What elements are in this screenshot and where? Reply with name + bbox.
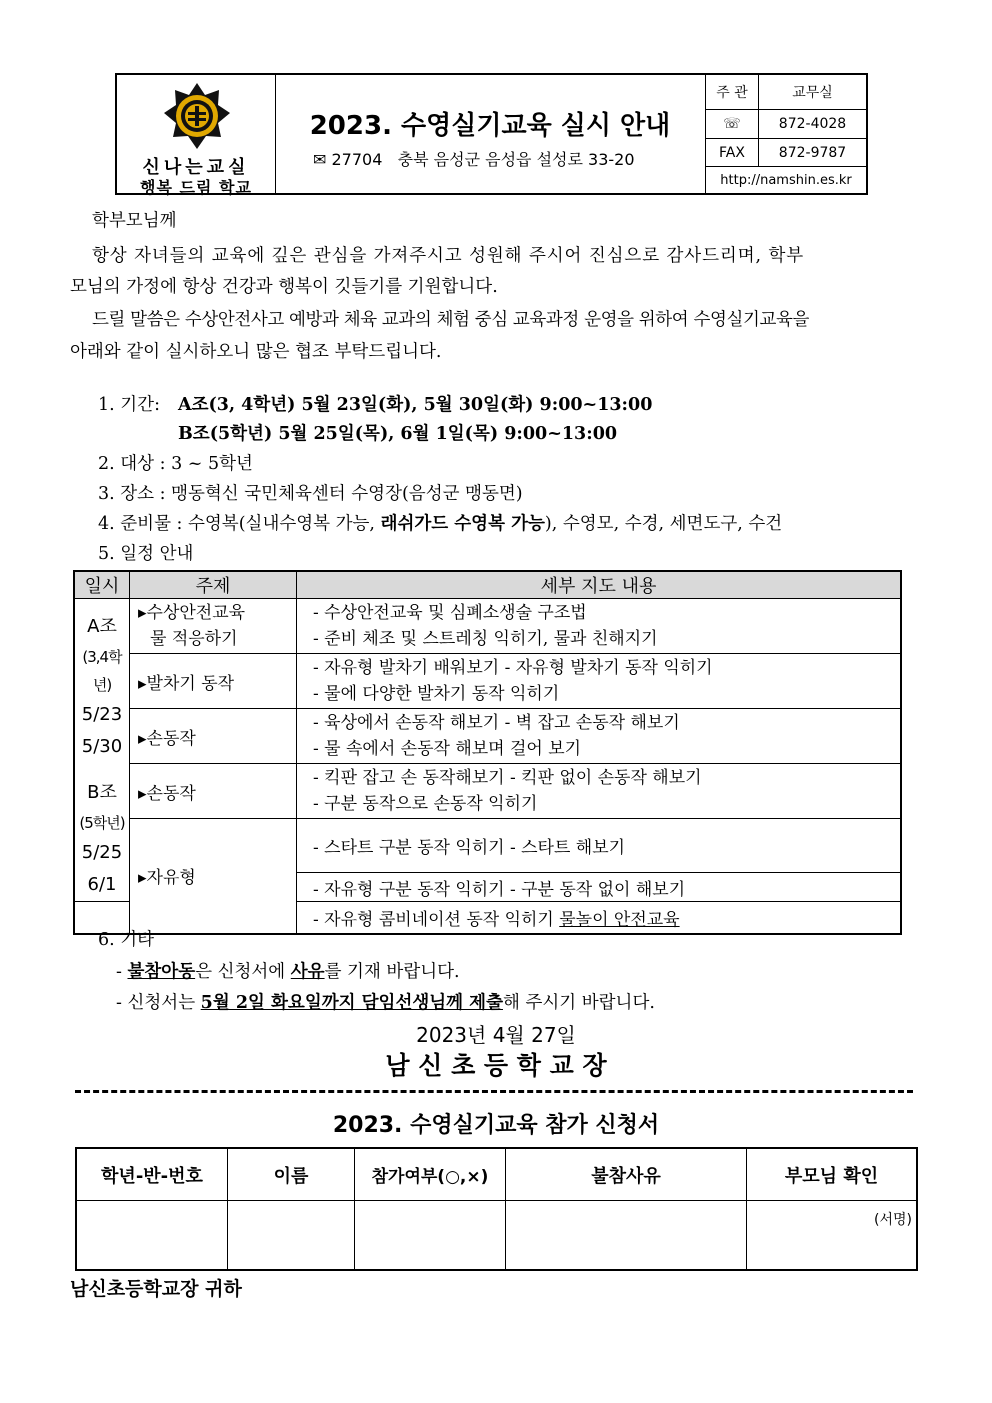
- form-header: 이름: [228, 1148, 355, 1201]
- detail-cell: - 육상에서 손동작 해보기 - 벽 잡고 손동작 해보기 - 물 속에서 손동작 해보며 걸어 보기: [297, 709, 902, 764]
- group-a-label: A조: [87, 616, 117, 637]
- postal-icon: ✉: [313, 150, 327, 169]
- paragraph-1-line-2: 모님의 가정에 항상 건강과 행복이 깃들기를 기원합니다.: [70, 277, 498, 297]
- detail-cell: - 자유형 구분 동작 익히기 - 구분 동작 없이 해보기: [297, 873, 902, 902]
- topic-cell: ▸자유형: [130, 819, 297, 934]
- place-line: 3. 장소 : 맹동혁신 국민체육센터 수영장(음성군 맹동면): [98, 484, 523, 504]
- form-header: 학년-반-번호: [76, 1148, 228, 1201]
- detail-cell: - 자유형 발차기 배워보기 - 자유형 발차기 동작 익히기 - 물에 다양한 발차기 동작 익히기: [297, 654, 902, 709]
- topic-cell: ▸수상안전교육 물 적응하기: [130, 599, 297, 654]
- addressee: 남신초등학교장 귀하: [70, 1278, 242, 1300]
- supplies-line: 4. 준비물 : 수영복(실내수영복 가능, 래쉬가드 수영복 가능), 수영모, 수경, 세면도구, 수건: [98, 514, 783, 534]
- issue-date: 2023년 4월 27일: [416, 1023, 576, 1047]
- application-form: [75, 1147, 918, 1271]
- info-value: 872-9787: [759, 138, 867, 167]
- school-motto: 신나는교실: [142, 157, 250, 178]
- sign-note: (서명): [874, 1212, 912, 1228]
- name-field[interactable]: [228, 1201, 355, 1271]
- etc-heading: 6. 기타: [98, 930, 155, 950]
- reason-term: 사유: [290, 962, 325, 982]
- form-title: 2023. 수영실기교육 참가 신청서: [332, 1113, 660, 1138]
- group-b-grades: (5학년): [79, 814, 125, 832]
- supplies-bold: 래쉬가드 수영복 가능: [380, 514, 545, 534]
- schedule-heading: 5. 일정 안내: [98, 544, 194, 564]
- group-a-grades: (3,4학년): [82, 648, 122, 694]
- topic-cell: ▸손동작: [130, 764, 297, 819]
- principal-name: 남 신 초 등 학 교 장: [385, 1051, 607, 1080]
- target-line: 2. 대상 : 3 ~ 5학년: [98, 454, 253, 474]
- info-value: 872-4028: [759, 110, 867, 139]
- group-a-date-1: 5/23: [81, 704, 123, 725]
- school-url[interactable]: http://namshin.es.kr: [706, 167, 867, 193]
- grade-class-number-field[interactable]: [76, 1201, 228, 1271]
- school-address: 충북 음성군 음성읍 설성로 33-20: [397, 150, 635, 169]
- parent-signature-field[interactable]: [747, 1201, 918, 1271]
- table-header: 일시: [74, 571, 130, 599]
- group-a-date-2: 5/30: [81, 736, 123, 757]
- date-column: [74, 599, 130, 902]
- topic-cell: ▸손동작: [130, 709, 297, 764]
- table-header: 세부 지도 내용: [297, 571, 902, 599]
- page-title: 2023. 수영실기교육 실시 안내: [309, 111, 671, 141]
- detail-cell: - 자유형 콤비네이션 동작 익히기 물놀이 안전교육: [297, 902, 902, 934]
- form-header: 참가여부(○,×): [355, 1148, 506, 1201]
- etc-line-2: - 신청서는 5월 2일 화요일까지 담임선생님께 제출해 주시기 바랍니다.: [116, 993, 655, 1013]
- absent-child-term: 불참아동: [127, 962, 196, 982]
- etc-line-1: - 불참아동은 신청서에 사유를 기재 바랍니다.: [116, 962, 460, 982]
- salutation: 학부모님께: [92, 211, 177, 231]
- form-header: 부모님 확인: [747, 1148, 918, 1201]
- school-logo-area: [117, 75, 276, 197]
- address-line: [313, 147, 693, 170]
- safety-note: 물놀이 안전교육: [559, 909, 680, 930]
- group-b-label: B조: [87, 782, 117, 803]
- absence-reason-field[interactable]: [506, 1201, 747, 1271]
- phone-icon: ☏: [706, 110, 759, 139]
- paragraph-2-line-2: 아래와 같이 실시하오니 많은 협조 부탁드립니다.: [70, 342, 442, 362]
- topic-cell: ▸발차기 동작: [130, 654, 297, 709]
- contact-info: [705, 75, 866, 193]
- form-header: 불참사유: [506, 1148, 747, 1201]
- schedule-table: [73, 570, 902, 935]
- paragraph-1-line-1: 항상 자녀들의 교육에 깊은 관심을 가져주시고 성원해 주시어 진심으로 감사드리며, 학부: [92, 246, 805, 266]
- deadline-text: 5월 2일 화요일까지 담임선생님께 제출: [200, 993, 503, 1013]
- letterhead: [115, 73, 868, 195]
- school-emblem-icon: [162, 81, 232, 151]
- period-label: 1. 기간:: [98, 395, 160, 415]
- school-slogan: 행복 드림 학교: [140, 178, 252, 197]
- participation-field[interactable]: [355, 1201, 506, 1271]
- info-label: 주 관: [706, 75, 759, 110]
- group-b-date-1: 5/25: [81, 842, 123, 863]
- info-label: FAX: [706, 138, 759, 167]
- detail-cell: - 스타트 구분 동작 익히기 - 스타트 해보기: [297, 819, 902, 873]
- detail-cell: - 수상안전교육 및 심폐소생술 구조법 - 준비 체조 및 스트레칭 익히기, 물과 친해지기: [297, 599, 902, 654]
- period-group-b: B조(5학년) 5월 25일(목), 6월 1일(목) 9:00~13:00: [178, 424, 618, 444]
- detail-cell: - 킥판 잡고 손 동작해보기 - 킥판 없이 손동작 해보기 - 구분 동작으로 손동작 익히기: [297, 764, 902, 819]
- info-value: 교무실: [759, 75, 867, 110]
- letterhead-title-area: [275, 75, 705, 193]
- period-group-a: A조(3, 4학년) 5월 23일(화), 5월 30일(화) 9:00~13:00: [178, 395, 653, 415]
- table-header: 주제: [130, 571, 297, 599]
- paragraph-2-line-1: 드릴 말씀은 수상안전사고 예방과 체육 교과의 체험 중심 교육과정 운영을 위하여 수영실기교육을: [92, 310, 809, 330]
- group-b-date-2: 6/1: [87, 874, 117, 895]
- cut-line: [75, 1090, 913, 1093]
- postal-code: 27704: [331, 150, 383, 169]
